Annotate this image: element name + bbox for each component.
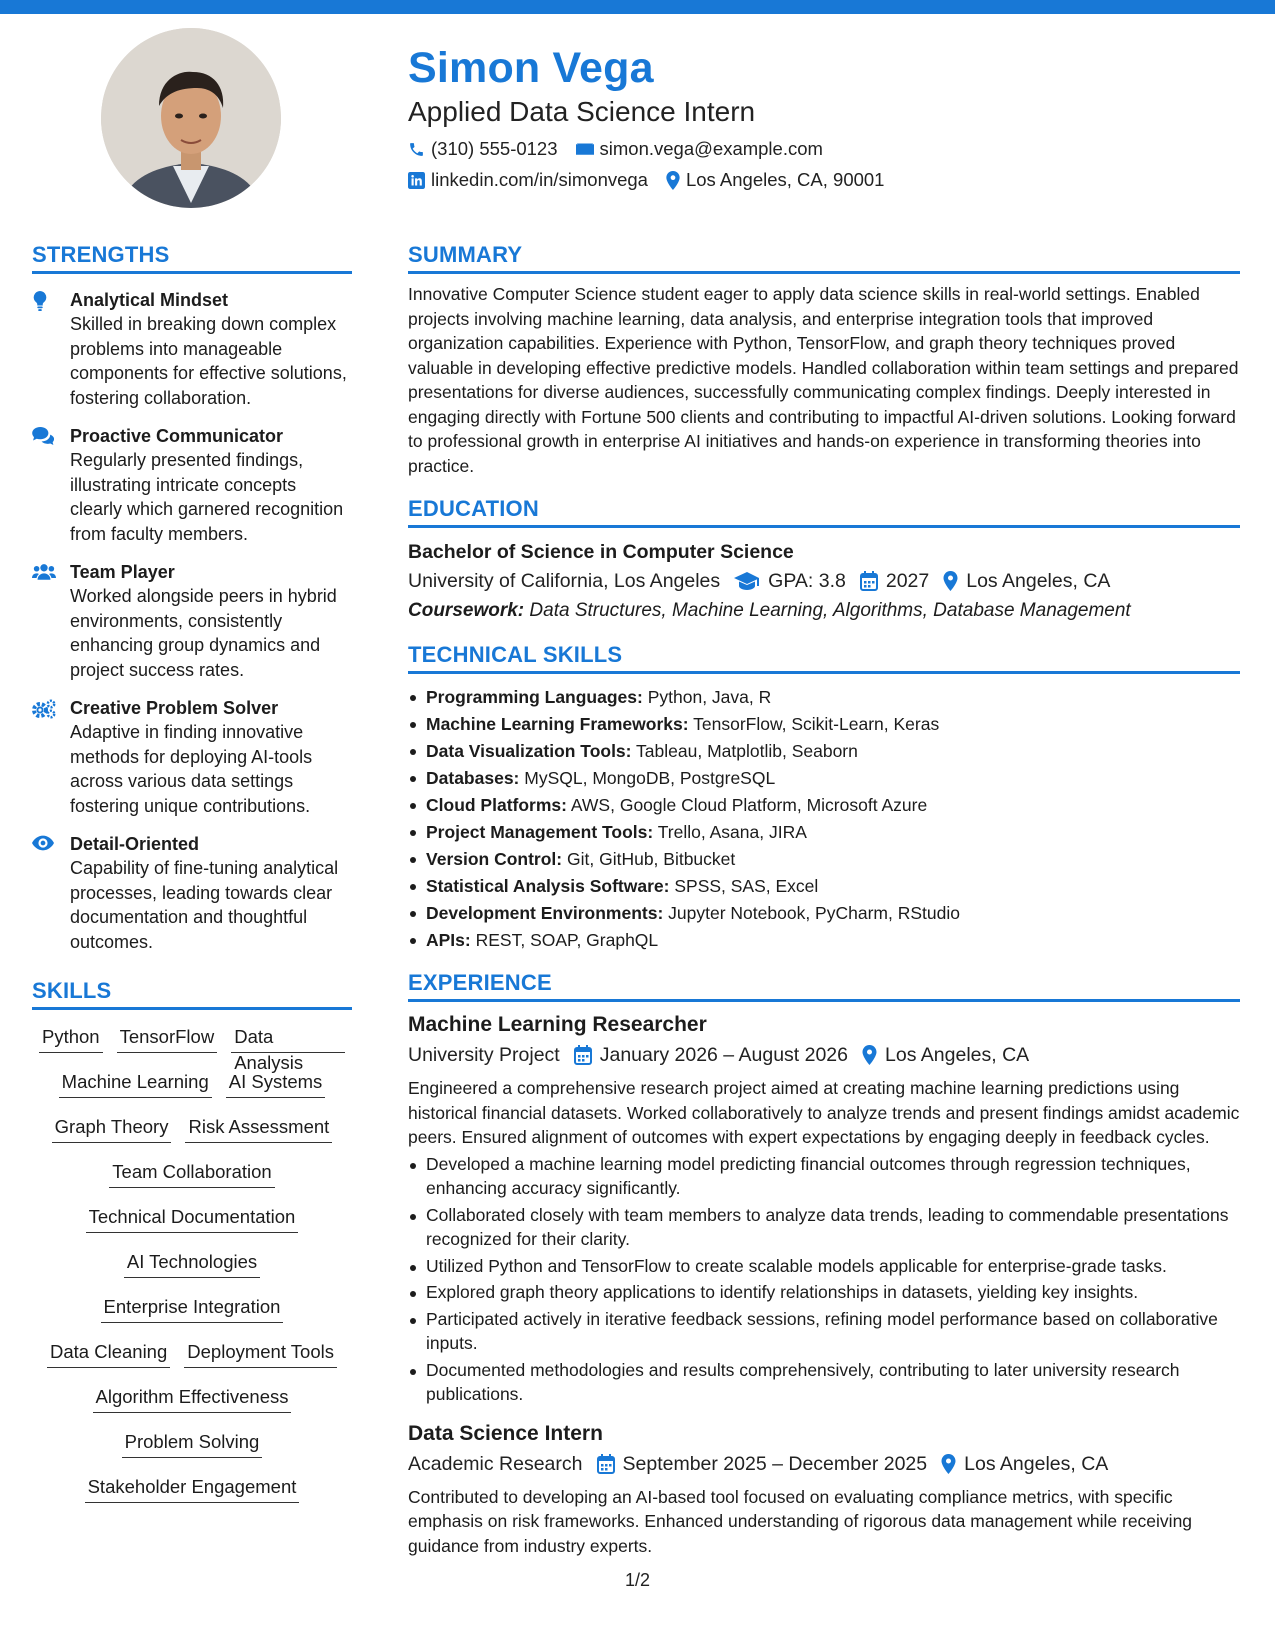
technical-skill-item [408, 711, 1240, 738]
technical-skill-value: Trello, Asana, JIRA [657, 822, 807, 842]
experience-entry [408, 1419, 1240, 1559]
technical-skill-value: Tableau, Matplotlib, Seaborn [636, 741, 858, 761]
envelope-icon [576, 142, 594, 157]
graduation-cap-icon [734, 572, 760, 590]
job-bullet: Documented methodologies and results comprehensively, contributing to later university research publications. [408, 1358, 1240, 1407]
strength-title: Detail-Oriented [70, 834, 200, 854]
education-location: Los Angeles, CA [966, 570, 1111, 592]
skill-tag: TensorFlow [117, 1024, 218, 1053]
eye-icon [32, 835, 54, 851]
job-meta [408, 1040, 1240, 1070]
skill-row [115, 1429, 270, 1474]
calendar-icon [860, 571, 878, 591]
job-bullet: Collaborated closely with team members to analyze data trends, leading to commendable presentations recognized for their clarity. [408, 1203, 1240, 1252]
skill-row [32, 1024, 352, 1073]
technical-skill-item [408, 792, 1240, 819]
technical-skills-list [408, 684, 1240, 954]
linkedin-contact[interactable] [408, 169, 648, 191]
calendar-icon [574, 1045, 592, 1065]
calendar-icon [597, 1454, 615, 1474]
skill-row [45, 1114, 340, 1159]
technical-skill-item [408, 738, 1240, 765]
technical-skill-item [408, 819, 1240, 846]
page-number: 1/2 [624, 1570, 651, 1590]
degree-title: Bachelor of Science in Computer Science [408, 541, 794, 563]
skill-tag: Team Collaboration [109, 1159, 274, 1188]
job-dates: January 2026 – August 2026 [599, 1044, 849, 1066]
technical-skill-label: Machine Learning Frameworks: [426, 714, 689, 734]
job-meta [408, 1449, 1240, 1479]
candidate-name: Simon Vega [408, 44, 654, 92]
technical-skill-item [408, 684, 1240, 711]
summary-text: Innovative Computer Science student eager to apply data science skills in real-world settings. Enabled projects involving machine learning, data analysis, and enterprise integration tools that improved organization capabilities. Experience with Python, TensorFlow, and graph theory techniques proved valuable in developing effective predictive models. Handled collaboration within team settings and prepared presentations for diverse audiences, successfully communicating complex findings. Deeply interested in engaging directly with Fortune 500 clients and contributing to impactful AI-driven solutions. Looking forward to professional growth in enterprise AI initiatives and hands-on experience in transforming theories into practice. [408, 284, 1239, 476]
technical-skill-label: Programming Languages: [426, 687, 643, 707]
technical-skill-value: MySQL, MongoDB, PostgreSQL [524, 768, 776, 788]
technical-skill-label: Project Management Tools: [426, 822, 654, 842]
technical-skills-heading: TECHNICAL SKILLS [408, 640, 1240, 674]
skill-row [102, 1159, 281, 1204]
technical-skill-value: SPSS, SAS, Excel [674, 876, 819, 896]
phone-text: (310) 555-0123 [431, 138, 558, 159]
education-heading: EDUCATION [408, 494, 1240, 528]
job-location: Los Angeles, CA [964, 1452, 1109, 1475]
technical-skill-label: Development Environments: [426, 903, 664, 923]
strength-desc: Adaptive in finding innovative methods for deploying AI-tools across various data settings fostering unique contributions. [70, 722, 313, 816]
location-text: Los Angeles, CA, 90001 [685, 169, 885, 190]
resume-header [408, 42, 1238, 193]
school-name: University of California, Los Angeles [408, 570, 721, 592]
job-title: Data Science Intern [408, 1421, 603, 1445]
strength-desc: Regularly presented findings, illustrating intricate concepts clearly which garnered recognition from faculty members. [70, 450, 344, 544]
strength-desc: Worked alongside peers in hybrid environments, consistently enhancing group dynamics and project success rates. [70, 586, 337, 680]
skill-tag: Deployment Tools [184, 1339, 337, 1368]
phone-contact[interactable] [408, 138, 558, 160]
graduation-year: 2027 [885, 570, 930, 592]
skill-tag: AI Systems [226, 1069, 326, 1098]
strength-desc: Skilled in breaking down complex problems into manageable components for effective solutions, fostering collaboration. [70, 314, 347, 408]
strength-title: Proactive Communicator [70, 426, 284, 446]
skill-row [52, 1069, 333, 1114]
skill-row [86, 1384, 299, 1429]
map-marker-icon [941, 1454, 956, 1474]
strength-desc: Capability of fine-tuning analytical processes, leading towards clear documentation and thoughtful outcomes. [70, 858, 339, 952]
technical-skill-label: Statistical Analysis Software: [426, 876, 670, 896]
strength-title: Analytical Mindset [70, 290, 229, 310]
email-text: simon.vega@example.com [599, 138, 823, 159]
job-title: Machine Learning Researcher [408, 1013, 707, 1036]
right-column [408, 240, 1240, 1558]
skill-tag: Graph Theory [52, 1114, 172, 1143]
strength-item [32, 696, 352, 818]
technical-skill-value: Python, Java, R [647, 687, 772, 707]
phone-icon [408, 141, 425, 158]
skills-list [32, 1024, 352, 1519]
job-bullet: Utilized Python and TensorFlow to create scalable models applicable for enterprise-grade tasks. [408, 1254, 1240, 1279]
coursework-list: Data Structures, Machine Learning, Algorithms, Database Management [529, 600, 1131, 621]
strengths-heading: STRENGTHS [32, 240, 352, 274]
skill-tag: Algorithm Effectiveness [93, 1384, 292, 1413]
job-org: University Project [408, 1044, 560, 1066]
technical-skill-item [408, 927, 1240, 954]
comments-icon [32, 427, 54, 445]
map-marker-icon [666, 171, 680, 190]
technical-skill-item [408, 846, 1240, 873]
experience-entry [408, 1010, 1240, 1407]
job-bullet: Developed a machine learning model predicting financial outcomes through regression techniques, enhancing accuracy significantly. [408, 1152, 1240, 1201]
skill-row [78, 1474, 307, 1519]
email-contact[interactable] [576, 138, 823, 160]
technical-skill-label: Version Control: [426, 849, 563, 869]
job-org: Academic Research [408, 1452, 583, 1475]
technical-skill-item [408, 900, 1240, 927]
strength-title: Creative Problem Solver [70, 698, 279, 718]
cogs-icon [32, 699, 56, 719]
top-accent-bar [0, 0, 1275, 14]
technical-skill-label: APIs: [426, 930, 471, 950]
map-marker-icon [862, 1045, 877, 1065]
gpa-text: GPA: 3.8 [768, 570, 846, 592]
education-entry [408, 538, 1240, 626]
education-meta [408, 566, 1240, 596]
strength-title: Team Player [70, 562, 175, 582]
technical-skill-value: Git, GitHub, Bitbucket [567, 849, 736, 869]
job-bullets [408, 1152, 1240, 1407]
experience-list [408, 1010, 1240, 1558]
job-description: Engineered a comprehensive research project aimed at creating machine learning predictions using historical financial datasets. Worked collaboratively to analyze trends and present findings amidst academic peers. Ensured alignment of outcomes with expert expectations by engaging deeply in feedback cycles. [408, 1078, 1240, 1147]
location-contact [666, 169, 885, 191]
skill-row [79, 1204, 306, 1249]
linkedin-icon [408, 172, 425, 189]
summary-heading: SUMMARY [408, 240, 1240, 274]
job-location: Los Angeles, CA [885, 1044, 1030, 1066]
skill-tag: Machine Learning [59, 1069, 212, 1098]
skill-tag: Stakeholder Engagement [85, 1474, 300, 1503]
job-bullet: Explored graph theory applications to identify relationships in datasets, yielding key insights. [408, 1280, 1240, 1305]
skill-tag: Technical Documentation [86, 1204, 299, 1233]
strength-item [32, 560, 352, 682]
job-description: Contributed to developing an AI-based tool focused on evaluating compliance metrics, with specific emphasis on risk frameworks. Enhanced understanding of rigorous data management while receiving guidance from industry experts. [408, 1486, 1193, 1556]
coursework-line [408, 596, 1240, 626]
technical-skill-label: Cloud Platforms: [426, 795, 567, 815]
technical-skill-value: Jupyter Notebook, PyCharm, RStudio [668, 903, 960, 923]
skill-tag: Problem Solving [122, 1429, 263, 1458]
contact-row-2 [408, 167, 1238, 193]
skill-row [40, 1339, 344, 1384]
technical-skill-value: TensorFlow, Scikit-Learn, Keras [693, 714, 940, 734]
left-column [32, 240, 352, 1519]
experience-heading: EXPERIENCE [408, 968, 1240, 1002]
map-marker-icon [943, 571, 958, 591]
technical-skill-value: REST, SOAP, GraphQL [475, 930, 659, 950]
strength-item [32, 288, 352, 410]
skill-tag: Data Analysis [231, 1024, 345, 1053]
technical-skill-item [408, 873, 1240, 900]
users-icon [32, 563, 56, 580]
skill-tag: Data Cleaning [47, 1339, 170, 1368]
skill-row [117, 1249, 267, 1294]
job-bullet: Participated actively in iterative feedback sessions, refining model performance based on collaborative inputs. [408, 1307, 1240, 1356]
technical-skill-value: AWS, Google Cloud Platform, Microsoft Azure [570, 795, 928, 815]
coursework-label: Coursework: [408, 600, 525, 621]
skill-tag: Enterprise Integration [101, 1294, 284, 1323]
strength-item [32, 424, 352, 546]
technical-skill-label: Data Visualization Tools: [426, 741, 632, 761]
skill-tag: AI Technologies [124, 1249, 260, 1278]
job-dates: September 2025 – December 2025 [622, 1452, 928, 1475]
skills-heading: SKILLS [32, 976, 352, 1010]
profile-photo [101, 28, 281, 208]
lightbulb-icon [32, 291, 48, 311]
skill-tag: Risk Assessment [185, 1114, 332, 1143]
contact-row-1 [408, 136, 1238, 162]
technical-skill-item [408, 765, 1240, 792]
candidate-title: Applied Data Science Intern [408, 96, 756, 127]
linkedin-text: linkedin.com/in/simonvega [431, 169, 648, 190]
skill-tag: Python [39, 1024, 103, 1053]
skill-row [94, 1294, 291, 1339]
technical-skill-label: Databases: [426, 768, 520, 788]
strength-item [32, 832, 352, 954]
